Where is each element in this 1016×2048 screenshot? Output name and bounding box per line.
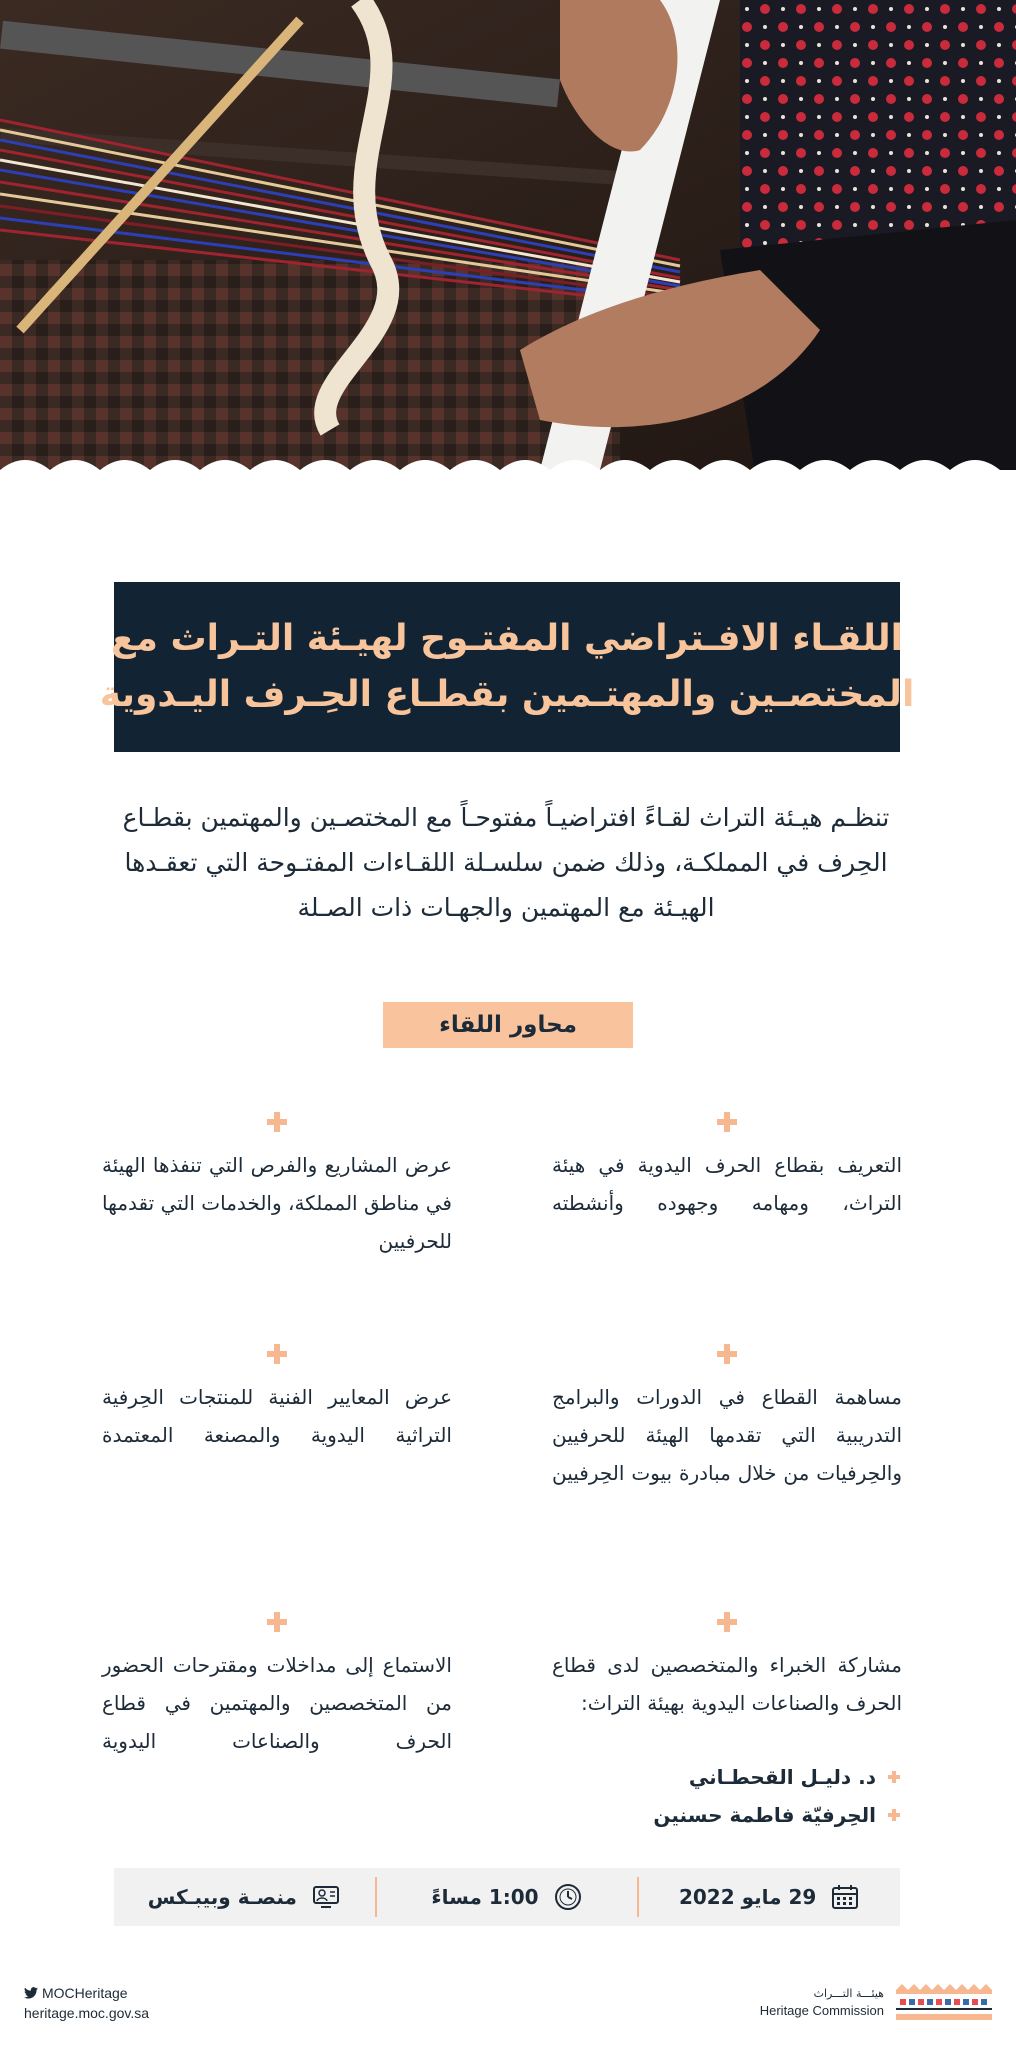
topic-text: الاستماع إلى مداخلات ومقترحات الحضور من المتخصصين والمهتمين في قطاع الحرف والصناعات اليدوية <box>102 1653 452 1753</box>
topic-card <box>102 1608 452 1828</box>
intro-line-1: تنظـم هيـئة التراث لقـاءً افتراضيـاً مفتوحـاً مع المختصـين والمهتمين بقطـاع <box>122 803 890 832</box>
event-platform-text: منصـة وبيبـكس <box>147 1885 297 1909</box>
plus-ornament-icon <box>717 1112 737 1132</box>
twitter-handle-text: MOCHeritage <box>42 1985 128 2001</box>
webex-platform-icon <box>311 1882 341 1912</box>
experts-list <box>552 1758 902 1834</box>
topic-card <box>552 1608 902 1828</box>
event-time <box>377 1868 638 1926</box>
topic-card <box>552 1108 902 1288</box>
plus-ornament-icon <box>717 1612 737 1632</box>
topic-text: مشاركة الخبراء والمتخصصين لدى قطاع الحرف والصناعات اليدوية بهيئة التراث: <box>552 1653 902 1715</box>
topic-text: مساهمة القطاع في الدورات والبرامج التدريبية التي تقدمها الهيئة للحرفيين والحِرفيات من خلال مبادرة بيوت الحِرفيين <box>552 1385 902 1485</box>
twitter-handle[interactable] <box>24 1983 149 2003</box>
plus-ornament-icon <box>717 1344 737 1364</box>
heritage-pattern-logo-icon <box>896 1984 992 2020</box>
plus-ornament-icon <box>267 1612 287 1632</box>
calendar-icon <box>830 1882 860 1912</box>
info-divider <box>375 1877 377 1917</box>
event-platform <box>114 1868 375 1926</box>
topic-card <box>102 1340 452 1560</box>
event-date <box>639 1868 900 1926</box>
org-name-en: Heritage Commission <box>759 2003 884 2018</box>
twitter-icon <box>24 1987 38 1999</box>
event-info-bar <box>114 1868 900 1926</box>
expert-name: الحِرفيّة فاطمة حسنين <box>552 1796 902 1834</box>
event-title-box <box>99 582 915 752</box>
event-title-line-2: المختصـين والمهتـمين بقطـاع الحِـرف اليـدوية <box>99 674 915 715</box>
footer-contact <box>24 1983 149 2023</box>
event-title-line-1: اللقـاء الافـتراضي المفتـوح لهيـئة التـراث مع <box>111 618 903 659</box>
website-link[interactable]: heritage.moc.gov.sa <box>24 2005 150 2021</box>
topic-text: عرض المشاريع والفرص التي تنفذها الهيئة في مناطق المملكة، والخدمات التي تقدمها للحرفيين <box>102 1153 452 1253</box>
clock-icon <box>553 1882 583 1912</box>
event-intro <box>110 795 902 930</box>
event-date-text: 29 مايو 2022 <box>678 1885 817 1909</box>
intro-line-2: الحِرف في المملكـة، وذلك ضمن سلسـلة اللقـاءات المفتـوحة التي تعقـدها <box>124 848 888 877</box>
topic-card <box>102 1108 452 1288</box>
heritage-commission-logo <box>760 1984 992 2020</box>
org-name <box>760 1985 884 2019</box>
topic-text: التعريف بقطاع الحرف اليدوية في هيئة التراث، ومهامه وجهوده وأنشطته <box>552 1153 902 1215</box>
meeting-topics-heading: محاور اللقاء <box>383 1002 633 1048</box>
plus-ornament-icon <box>267 1344 287 1364</box>
hero-photo-weaving <box>0 0 1016 505</box>
topic-card <box>552 1340 902 1560</box>
event-time-text: 1:00 مساءً <box>431 1885 539 1909</box>
plus-ornament-icon <box>267 1112 287 1132</box>
expert-name: د. دليـل القحطـاني <box>552 1758 902 1796</box>
org-name-ar: هيئـــة التـــراث <box>813 1987 884 2000</box>
info-divider <box>637 1877 639 1917</box>
intro-line-3: الهيـئة مع المهتمين والجهـات ذات الصـلة <box>297 893 715 922</box>
topic-text: عرض المعايير الفنية للمنتجات الحِرفية التراثية اليدوية والمصنعة المعتمدة <box>102 1385 452 1447</box>
weaving-loom-illustration <box>0 0 1016 505</box>
